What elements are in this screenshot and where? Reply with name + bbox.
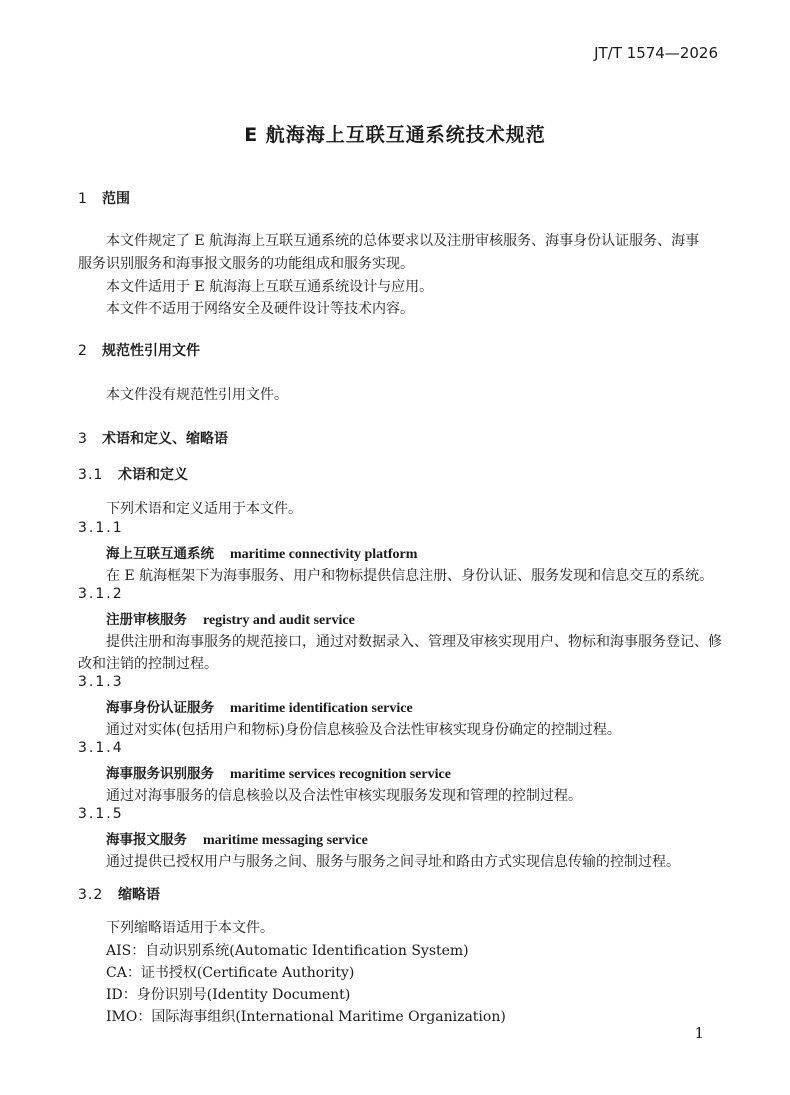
section-title: 术语和定义、缩略语 — [102, 431, 228, 447]
term-heading — [106, 828, 368, 849]
section-title: 范围 — [102, 191, 130, 207]
term-number: 3.1.5 — [78, 806, 124, 822]
term-en: maritime messaging service — [203, 833, 368, 848]
subsection-number: 3.2 — [78, 887, 104, 903]
subsection-3-1-heading — [78, 464, 188, 484]
document-id: JT/T 1574—2026 — [594, 44, 718, 62]
term-definition: 通过对实体(包括用户和物标)身份信息核验及合法性审核实现身份确定的控制过程。 — [106, 722, 621, 738]
subsection-title: 缩略语 — [118, 887, 160, 903]
term-number: 3.1.1 — [78, 520, 124, 536]
abbreviation-item: CA：证书授权(Certificate Authority) — [106, 965, 355, 981]
section-number: 1 — [78, 191, 87, 207]
paragraph: 服务识别服务和海事报文服务的功能组成和服务实现。 — [78, 256, 414, 272]
subsection-3-2-heading — [78, 884, 160, 904]
paragraph: 本文件规定了 E 航海海上互联互通系统的总体要求以及注册审核服务、海事身份认证服务、海事 — [106, 233, 700, 249]
term-number: 3.1.3 — [78, 674, 124, 690]
term-number: 3.1.2 — [78, 586, 124, 602]
term-heading — [106, 762, 451, 783]
term-definition: 通过提供已授权用户与服务之间、服务与服务之间寻址和路由方式实现信息传输的控制过程。 — [106, 854, 680, 870]
paragraph: 下列术语和定义适用于本文件。 — [106, 501, 302, 517]
section-title: 规范性引用文件 — [102, 343, 200, 359]
paragraph: 本文件适用于 E 航海海上互联互通系统设计与应用。 — [106, 279, 434, 295]
subsection-title: 术语和定义 — [118, 467, 188, 483]
term-zh: 海事身份认证服务 — [106, 700, 214, 716]
abbreviation-item: IMO：国际海事组织(International Maritime Organization) — [106, 1009, 506, 1025]
section-1-heading — [78, 188, 130, 208]
term-number: 3.1.4 — [78, 740, 124, 756]
term-en: maritime services recognition service — [230, 767, 451, 782]
term-en: maritime connectivity platform — [230, 547, 418, 562]
term-heading — [106, 696, 413, 717]
abbreviation-item: ID：身份识别号(Identity Document) — [106, 987, 351, 1003]
term-zh: 海事服务识别服务 — [106, 766, 214, 782]
term-definition: 改和注销的控制过程。 — [78, 656, 218, 672]
section-2-heading — [78, 340, 200, 360]
paragraph: 本文件没有规范性引用文件。 — [106, 387, 288, 403]
term-zh: 海上互联互通系统 — [106, 546, 214, 562]
abbreviation-item: AIS：自动识别系统(Automatic Identification System) — [106, 943, 469, 959]
term-heading — [106, 542, 417, 563]
section-number: 2 — [78, 343, 87, 359]
term-definition: 通过对海事服务的信息核验以及合法性审核实现服务发现和管理的控制过程。 — [106, 788, 582, 804]
term-zh: 注册审核服务 — [106, 612, 187, 628]
paragraph: 本文件不适用于网络安全及硬件设计等技术内容。 — [106, 301, 414, 317]
page-number: 1 — [694, 1024, 704, 1042]
term-en: registry and audit service — [203, 613, 355, 628]
paragraph: 下列缩略语适用于本文件。 — [106, 920, 274, 936]
term-definition: 在 E 航海框架下为海事服务、用户和物标提供信息注册、身份认证、服务发现和信息交互的系统。 — [106, 568, 714, 584]
document-title: E 航海海上互联互通系统技术规范 — [244, 124, 546, 146]
section-3-heading — [78, 428, 228, 448]
subsection-number: 3.1 — [78, 467, 104, 483]
term-en: maritime identification service — [230, 701, 413, 716]
section-number: 3 — [78, 431, 87, 447]
term-zh: 海事报文服务 — [106, 832, 187, 848]
term-heading — [106, 608, 355, 629]
term-definition: 提供注册和海事服务的规范接口，通过对数据录入、管理及审核实现用户、物标和海事服务登记、修 — [106, 634, 722, 650]
